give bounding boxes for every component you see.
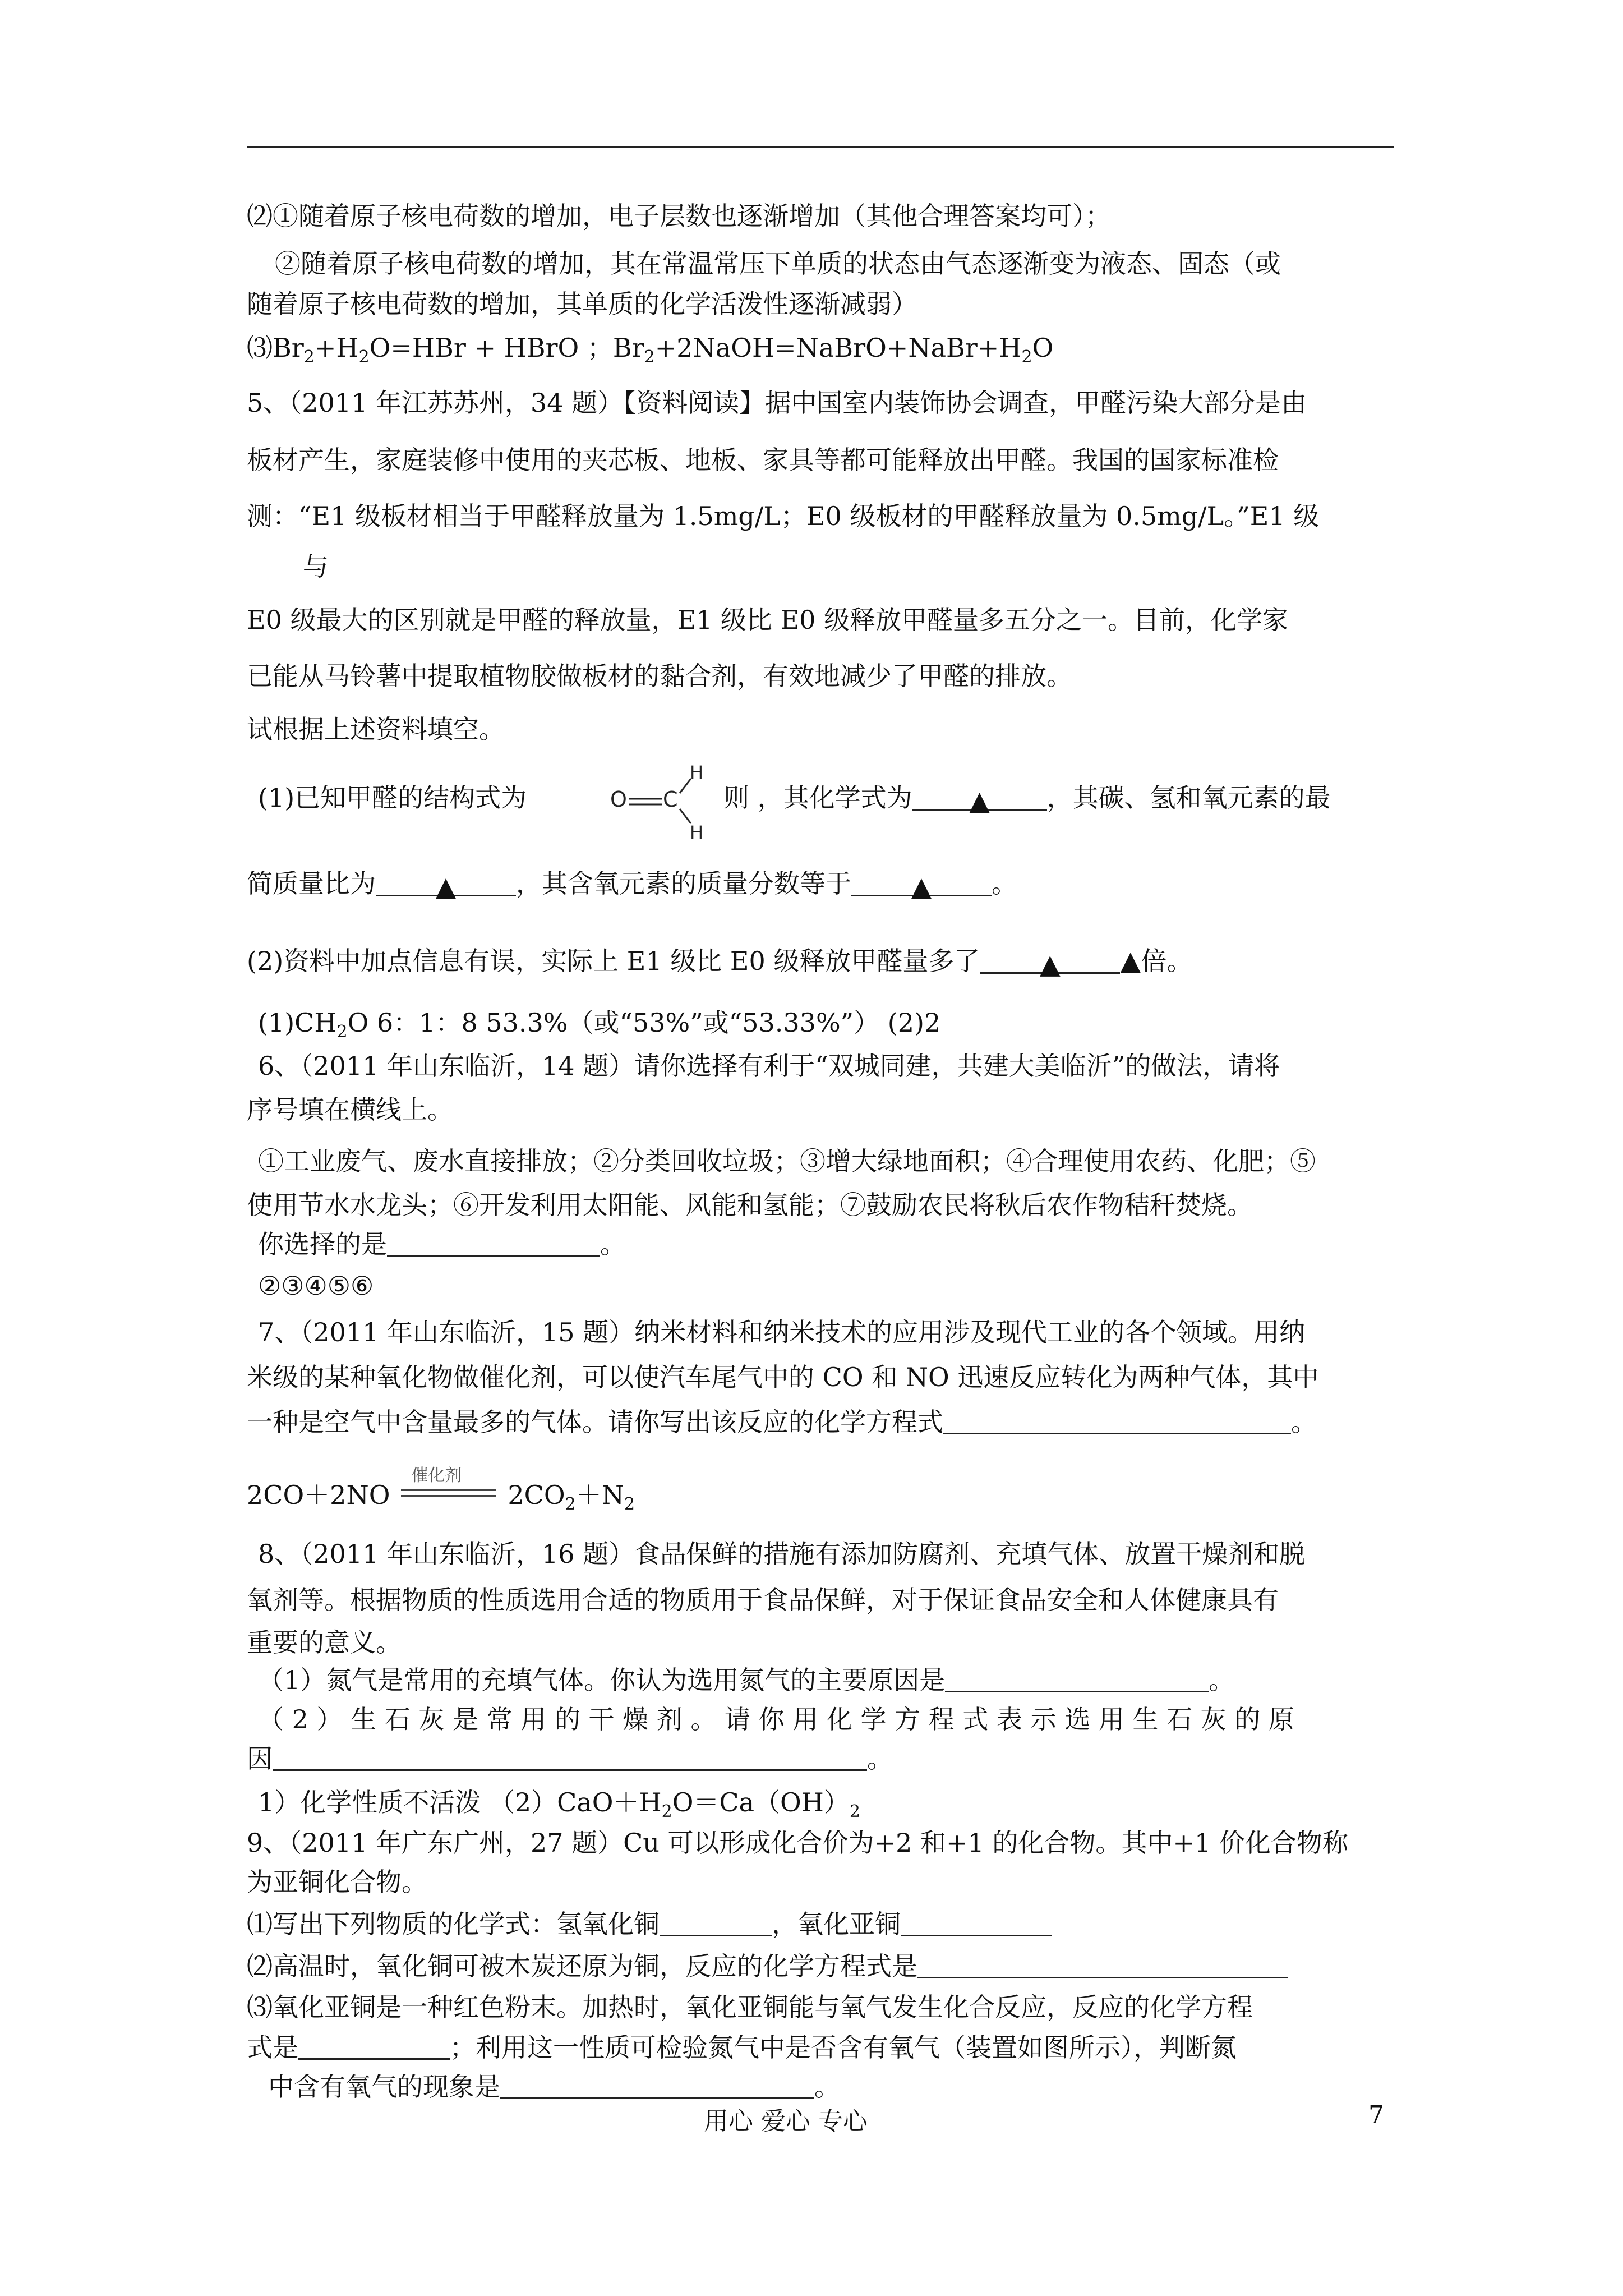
answer-blank[interactable]: ▲ — [980, 947, 1120, 974]
question-6-text: 6、（2011 年山东临沂，14 题）请你选择有利于“双城同建，共建大美临沂”的做法，请将 — [258, 1051, 1280, 1081]
question-9-3-line2: 式是 ；利用这一性质可检验氮气中是否含有氧气（装置如图所示），判断氮 — [247, 2032, 1237, 2063]
answer-blank[interactable] — [945, 1666, 1209, 1692]
text-line: 已能从马铃薯中提取植物胶做板材的黏合剂，有效地减少了甲醛的排放。 — [247, 661, 1072, 691]
question-6-blank-line: 你选择的是 。 — [258, 1229, 626, 1259]
answer-7: 2CO＋2NO 催化剂 $2CO_2+N_2$ — [247, 1478, 635, 1521]
answer-5: $(1)CH_2O$ 6：1：8 53.3%（或“53%”或“53.33%”） (2)2 — [258, 1007, 941, 1042]
answer-6: ②③④⑤⑥ — [258, 1271, 374, 1301]
answer-blank[interactable] — [901, 1910, 1052, 1936]
struct-h-bottom: H — [690, 822, 704, 841]
question-9-text: 9、（2011 年广东广州，27 题）Cu 可以形成化合价为+2 和+1 的化合物。其中+1 价化合物称 — [247, 1828, 1348, 1858]
struct-c: C — [663, 787, 678, 812]
question-8-text: 8、（2011 年山东临沂，16 题）食品保鲜的措施有添加防腐剂、充填气体、放置干燥剂和脱 — [258, 1539, 1306, 1569]
text-line: 为亚铜化合物。 — [247, 1867, 427, 1897]
text-line: 米级的某种氧化物做催化剂，可以使汽车尾气中的 CO 和 NO 迅速反应转化为两种气体，其中 — [247, 1362, 1319, 1392]
question-9-2: ⑵高温时，氧化铜可被木炭还原为铜，反应的化学方程式是 — [247, 1949, 1288, 1983]
text-line: 试根据上述资料填空。 — [247, 714, 505, 744]
struct-o: O — [610, 787, 627, 812]
answer-blank[interactable] — [917, 1952, 1288, 1978]
answer-blank[interactable] — [298, 2033, 450, 2060]
question-5-1-cont: 则 ，其化学式为 ▲ ，其碳、氢和氧元素的最 — [723, 783, 1331, 817]
question-9-1: ⑴写出下列物质的化学式：氢氧化铜 ，氧化亚铜 — [247, 1907, 1052, 1941]
text-line: 测：“E1 级板材相当于甲醛释放量为 1.5mg/L；E0 级板材的甲醛释放量为 0.5mg/L。”E1 级 — [247, 501, 1320, 531]
answer-blank[interactable] — [273, 1745, 867, 1771]
catalyst-label: 催化剂 — [411, 1466, 462, 1485]
question-7-text: 7、（2011 年山东临沂，15 题）纳米材料和纳米技术的应用涉及现代工业的各个领域。用纳 — [258, 1317, 1306, 1347]
question-8-2: （ 2 ） 生 石 灰 是 常 用 的 干 燥 剂 。 请 你 用 化 学 方 程 式 表 示 选 用 生 石 灰 的 原 — [258, 1704, 1294, 1734]
question-9-3: ⑶氧化亚铜是一种红色粉末。加热时，氧化亚铜能与氧气发生化合反应，反应的化学方程 — [247, 1992, 1253, 2022]
answer-blank[interactable] — [660, 1910, 772, 1936]
text-line: ⑵①随着原子核电荷数的增加，电子层数也逐渐增加（其他合理答案均可）； — [247, 201, 1111, 231]
answer-blank[interactable]: ▲ — [851, 870, 992, 896]
question-9-3-line3: 中含有氧气的现象是 。 — [268, 2072, 840, 2102]
answer-8: 1）化学性质不活泼 $(2)CaO+H_2O=Ca(OH)_2$ — [258, 1787, 860, 1821]
answer-blank[interactable]: ▲ — [912, 784, 1047, 811]
question-5-1-line2: 简质量比为 ▲ ，其含氧元素的质量分数等于 ▲ 。 — [247, 868, 1017, 903]
text-line: E0 级最大的区别就是甲醛的释放量，E1 级比 E0 级释放甲醛量多五分之一。目前，化学家 — [247, 605, 1289, 635]
text-line: 重要的意义。 — [247, 1627, 402, 1658]
question-5-text: 5、（2011 年江苏苏州，34 题）【资料阅读】据中国室内装饰协会调查，甲醛污染大部分是由 — [247, 388, 1307, 418]
text-line: 序号填在横线上。 — [247, 1094, 453, 1125]
question-7-blank-line: 一种是空气中含量最多的气体。请你写出该反应的化学方程式 。 — [247, 1407, 1317, 1437]
text-line: ②随着原子核电荷数的增加，其在常温常压下单质的状态由气态逐渐变为液态、固态（或 — [275, 249, 1281, 279]
text-line: 随着原子核电荷数的增加，其单质的化学活泼性逐渐减弱） — [247, 289, 917, 319]
text-line: 与 — [303, 551, 329, 582]
question-5-2: (2)资料中加点信息有误，实际上 E1 级比 E0 级释放甲醛量多了 ▲ ▲倍。 — [247, 945, 1193, 980]
answer-blank[interactable]: ▲ — [376, 870, 516, 896]
text-line: 使用节水水龙头；⑥开发利用太阳能、风能和氢能；⑦鼓励农民将秋后农作物秸秆焚烧。 — [247, 1190, 1253, 1220]
page-number: 7 — [1368, 2101, 1384, 2129]
question-5-1: (1)已知甲醛的结构式为 — [258, 783, 527, 813]
question-8-2-blank-line: 因 。 — [247, 1743, 893, 1774]
catalyst-arrow — [401, 1466, 496, 1507]
answer-blank[interactable] — [500, 2073, 814, 2099]
equation-line: $⑶Br_2+H_2O=HBr$ + HBrO ；$Br_2+2NaOH=NaBrO+NaBr+H_2O$ — [247, 333, 1054, 367]
text-line: 氧剂等。根据物质的性质选用合适的物质用于食品保鲜，对于保证食品安全和人体健康具有 — [247, 1585, 1279, 1615]
header-rule — [247, 146, 1394, 148]
struct-h-top: H — [690, 762, 704, 783]
text-line: 板材产生，家庭装修中使用的夹芯板、地板、家具等都可能释放出甲醛。我国的国家标准检 — [247, 445, 1279, 475]
text-line: ①工业废气、废水直接排放；②分类回收垃圾；③增大绿地面积；④合理使用农药、化肥；⑤ — [258, 1146, 1316, 1176]
footer-slogan: 用心 爱心 专心 — [704, 2107, 868, 2136]
question-8-1: （1）氮气是常用的充填气体。你认为选用氮气的主要原因是 。 — [258, 1665, 1235, 1695]
answer-blank[interactable] — [387, 1230, 600, 1257]
answer-blank[interactable] — [943, 1408, 1291, 1434]
